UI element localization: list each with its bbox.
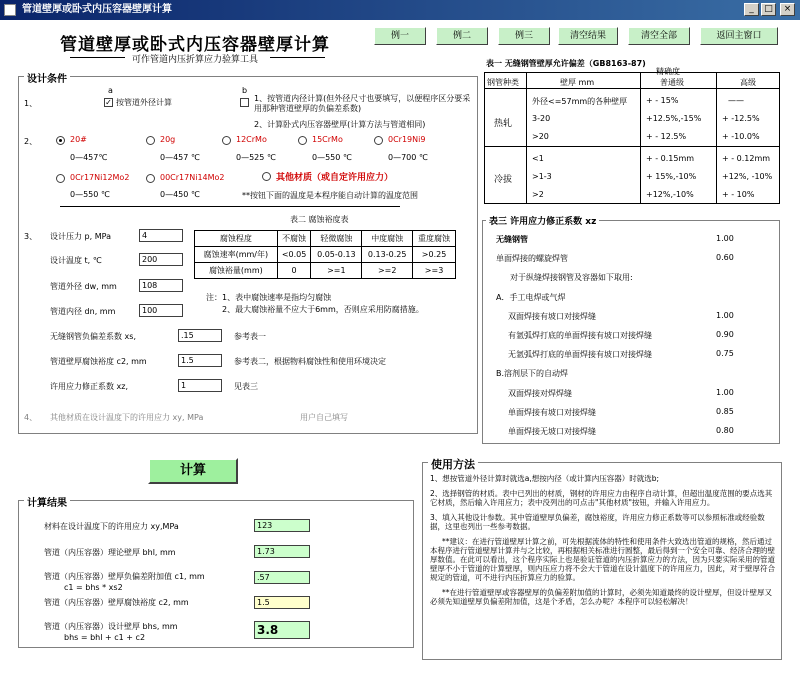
table-cell: 中度腐蚀	[362, 231, 413, 247]
table-cell: 0.13-0.25	[362, 247, 413, 263]
table-cell: + - 12.5%	[646, 132, 687, 141]
other-stress-note: 用户自己填写	[300, 413, 348, 422]
table1-header-high: 高级	[740, 78, 756, 87]
design-thickness-output: 3.8	[254, 621, 310, 639]
usage-note: **在进行管道壁厚或容器壁厚的负偏差附加值的计算时，必须先知道最终的设计壁厚，但设计壁厚又必须先知道壁厚负偏差附加值，这是个矛盾，怎么办呢？本程序可以轻松解决！	[430, 588, 772, 606]
table3-text: 无氩弧焊打底的单面焊接有坡口对接焊缝	[508, 350, 652, 359]
table2-note1: 注：1、表中腐蚀速率是指均匀腐蚀	[206, 293, 332, 302]
material-label-0cr19ni9: 0Cr19Ni9	[388, 135, 426, 144]
table3-value: 1.00	[716, 311, 734, 320]
material-label-other: 其他材质（或自定许用应力）	[276, 173, 394, 183]
material-range-12crmo: 0—525 ℃	[236, 153, 276, 162]
table3-value: 0.60	[716, 253, 734, 262]
table3-value: 0.80	[716, 426, 734, 435]
design-thickness-label: 管道（内压容器）设计壁厚 bhs, mm	[44, 622, 178, 631]
neg-deviation-note: 参考表一	[234, 332, 266, 341]
material-range-00cr17ni14mo2: 0—450 ℃	[160, 190, 200, 199]
example3-button[interactable]: 例三	[498, 27, 550, 45]
clear-all-button[interactable]: 清空全部	[628, 27, 690, 45]
clear-result-button[interactable]: 清空结果	[558, 27, 618, 45]
usage-text	[430, 474, 776, 606]
option-a-label: a	[108, 86, 113, 95]
table-cell: 0.05-0.13	[311, 247, 362, 263]
material-range-0cr17ni12mo2: 0—550 ℃	[70, 190, 110, 199]
usage-label: 使用方法	[428, 456, 478, 472]
table3-value: 0.75	[716, 349, 734, 358]
page-subtitle: 可作管道内压折算应力验算工具	[131, 55, 258, 65]
stress-factor-label: 许用应力修正系数 xz,	[50, 382, 129, 391]
inner-diameter-field-label: 管道内径 dn, mm	[50, 307, 116, 316]
section1-label: 1、	[24, 99, 38, 108]
table1-header-type: 钢管种类	[487, 78, 519, 87]
section3-label: 3、	[24, 232, 38, 241]
table3-text: 双面焊接对焊焊缝	[508, 389, 572, 398]
material-radio-00cr17ni14mo2[interactable]	[146, 174, 155, 183]
material-radio-0cr19ni9[interactable]	[374, 136, 383, 145]
table3-title: 表三 许用应力修正系数 xz	[486, 214, 599, 227]
material-radio-other[interactable]	[262, 172, 271, 181]
table-cell: >2	[532, 190, 544, 199]
outer-diameter-checkbox[interactable]: ✓	[105, 98, 112, 107]
material-radio-20[interactable]	[56, 136, 65, 145]
table-cell: 腐蚀裕量(mm)	[195, 263, 278, 279]
material-range-note: **按钮下面的温度是本程序能自动计算的温度范围	[242, 191, 418, 200]
usage-step-1: 1、想按管道外径计算时就选a,想按内径（或计算内压容器）时就选b;	[430, 474, 660, 483]
table-cell: 0	[277, 263, 311, 279]
table-cell: >=3	[413, 263, 456, 279]
table-cell: +12%,-10%	[646, 190, 694, 199]
table-row	[195, 231, 456, 247]
table3-text: 有氩弧焊打底的单面焊接有坡口对接焊缝	[508, 331, 652, 340]
table-cell: 不腐蚀	[277, 231, 311, 247]
pressure-input[interactable]: 4	[139, 229, 183, 242]
neg-allowance-label: 管道（内压容器）壁厚负偏差附加值 c1, mm	[44, 572, 205, 581]
table-line	[640, 72, 641, 204]
table-cell: + -10.0%	[722, 132, 760, 141]
table3-text: B.溶剂层下的自动焊	[496, 369, 569, 378]
minimize-button[interactable]: _	[744, 3, 759, 16]
table-cell: + - 0.15mm	[646, 154, 695, 163]
usage-step-2: 2、选择钢管的材质。表中已列出的材质，钢材的许用应力由程序自动计算，但超出温度范围的要点选其它材质，然后输入许用应力；表中没列出的可点击"其他材质"按钮，并输入许用应力。	[430, 489, 773, 507]
table2-note2: 2、最大腐蚀裕量不应大于6mm，否则应采用防腐措施。	[222, 305, 424, 314]
table-cell: 3-20	[532, 114, 551, 123]
neg-deviation-input[interactable]: .15	[178, 329, 222, 342]
table1-hot-label: 热轧	[494, 119, 513, 129]
material-label-12crmo: 12CrMo	[236, 135, 267, 144]
table1-header-normal: 普通级	[660, 78, 684, 87]
page-title: 管道壁厚或卧式内压容器壁厚计算	[60, 35, 330, 55]
material-radio-15crmo[interactable]	[298, 136, 307, 145]
neg-deviation-label: 无缝钢管负偏差系数 xs,	[50, 332, 136, 341]
corrosion-table	[194, 230, 456, 279]
material-label-0cr17ni12mo2: 0Cr17Ni12Mo2	[70, 173, 130, 182]
corrosion-allowance-input[interactable]: 1.5	[178, 354, 222, 367]
table-cell: >0.25	[413, 247, 456, 263]
material-range-20: 0—457℃	[70, 153, 108, 162]
material-radio-0cr17ni12mo2[interactable]	[56, 174, 65, 183]
window-title-bar[interactable]	[0, 0, 800, 20]
table-cell: ——	[728, 96, 744, 105]
table3-text: 单面焊接有坡口对接焊缝	[508, 408, 596, 417]
neg-allowance-formula: c1 = bhs * xs2	[64, 583, 123, 592]
table-cell: +12%, -10%	[722, 172, 773, 181]
pressure-label: 设计压力 p, MPa	[50, 232, 111, 241]
table3-value: 1.00	[716, 234, 734, 243]
table-row	[195, 247, 456, 263]
corrosion-allowance-label: 管道壁厚腐蚀裕度 c2, mm	[50, 357, 147, 366]
example2-button[interactable]: 例二	[436, 27, 488, 45]
table3-text: 双面焊接有坡口对接焊缝	[508, 312, 596, 321]
table3-text: 单面焊接无坡口对接焊缝	[508, 427, 596, 436]
table1-title: 表一 无缝钢管壁厚允许偏差（GB8163-87)	[486, 59, 646, 68]
table-cell: 腐蚀程度	[195, 231, 278, 247]
table3-text: A．手工电焊或气焊	[496, 293, 566, 302]
theory-thickness-label: 管道（内压容器）理论壁厚 bhl, mm	[44, 548, 176, 557]
table-row	[195, 263, 456, 279]
table3-value: 0.90	[716, 330, 734, 339]
material-radio-20g[interactable]	[146, 136, 155, 145]
table3-value: 0.85	[716, 407, 734, 416]
table-line	[484, 146, 780, 147]
table-cell: + - 10%	[722, 190, 755, 199]
corrosion-result-output: 1.5	[254, 596, 310, 609]
table-cell: <1	[532, 154, 544, 163]
table-cell: + -12.5%	[722, 114, 760, 123]
calculate-button[interactable]: 计算	[148, 458, 238, 484]
usage-step-3: 3、填入其他设计参数。其中管道壁厚负偏差，腐蚀裕度，许用应力修正系数等可以参照标准或经验数据，这里也列出一些参考数据。	[430, 513, 765, 531]
stress-factor-input[interactable]: 1	[178, 379, 222, 392]
results-label: 计算结果	[24, 494, 70, 509]
corrosion-allowance-note: 参考表二，根据物料腐蚀性和使用环境决定	[234, 357, 386, 366]
material-radio-12crmo[interactable]	[222, 136, 231, 145]
outer-diameter-field-label: 管道外径 dw, mm	[50, 282, 117, 291]
table-cell: >1-3	[532, 172, 552, 181]
table-cell: 重度腐蚀	[413, 231, 456, 247]
design-thickness-formula: bhs = bhl + c1 + c2	[64, 633, 146, 642]
section-divider	[60, 206, 400, 207]
design-conditions-label: 设计条件	[24, 70, 70, 85]
table-cell: 外径<=57mm的各种壁厚	[532, 97, 628, 106]
table-cell: >=1	[311, 263, 362, 279]
table3-text: 对于纵缝焊接钢管及容器如下取用:	[510, 273, 633, 282]
table-cell: + 15%,-10%	[646, 172, 697, 181]
back-main-button[interactable]: 返回主窗口	[700, 27, 778, 45]
table3-value: 1.00	[716, 388, 734, 397]
section2-label: 2、	[24, 137, 38, 146]
corrosion-result-label: 管道（内压容器）壁厚腐蚀裕度 c2, mm	[44, 598, 189, 607]
neg-allowance-output: .57	[254, 571, 310, 584]
temperature-label: 设计温度 t, ℃	[50, 256, 102, 265]
table-cell: 腐蚀速率(mm/年)	[195, 247, 278, 263]
material-range-15crmo: 0—550 ℃	[312, 153, 352, 162]
inner-diameter-note: 1、按管道内径计算(但外径尺寸也要填写，以便程序区分要采用那种管道壁厚的负偏差系数)	[254, 94, 471, 113]
maximize-button[interactable]: □	[761, 3, 776, 16]
allowable-stress-label: 材料在设计温度下的许用应力 xy,MPa	[44, 522, 179, 531]
window-title: 管道壁厚或卧式内压容器壁厚计算	[22, 4, 172, 15]
usage-advice: **建议：在进行管道壁厚计算之前，可先根据流体的特性和使用条件大致选出管道的规格，然后通过本程序进行管道壁厚计算并与之比较，再根据相关标准进行圆整，最后得到一个安全可靠、经济合理的壁厚数值。在此可以看出，这个程序实际上也是验证管道的内压折算应力的方法，因为只要实际采用的管道壁厚不小于管道的计算壁厚，则内压应力将不会大于管道在设计温度下的许用应力，因此，对于壁厚符合规定的管道，可不进行内压折算应力的验算。	[430, 537, 775, 582]
app-icon	[4, 4, 16, 16]
material-label-15crmo: 15CrMo	[312, 135, 343, 144]
table1-cold-label: 冷拔	[494, 175, 513, 185]
material-label-20g: 20g	[160, 135, 176, 144]
material-label-20: 20#	[70, 135, 87, 144]
allowable-stress-output: 123	[254, 519, 310, 532]
temperature-input[interactable]: 200	[139, 253, 183, 266]
close-button[interactable]: ×	[780, 3, 795, 16]
inner-diameter-checkbox[interactable]	[240, 98, 249, 107]
stress-factor-note: 见表三	[234, 382, 258, 391]
inner-diameter-input[interactable]: 100	[139, 304, 183, 317]
table-cell: +12.5%,-15%	[646, 114, 702, 123]
section4-label: 4、	[24, 413, 38, 422]
example1-button[interactable]: 例一	[374, 27, 426, 45]
material-range-20g: 0—457 ℃	[160, 153, 200, 162]
table3-text: 单面焊接的螺旋焊管	[496, 254, 568, 263]
other-stress-label: 其他材质在设计温度下的许用应力 xy, MPa	[50, 413, 204, 422]
table-cell: + - 0.12mm	[722, 154, 771, 163]
table1-header-thickness: 壁厚 mm	[560, 78, 595, 87]
material-label-00cr17ni14mo2: 00Cr17Ni14Mo2	[160, 173, 225, 182]
table-cell: <0.05	[277, 247, 311, 263]
table3-text: 无缝钢管	[496, 235, 528, 244]
theory-thickness-output: 1.73	[254, 545, 310, 558]
table-cell: 轻微腐蚀	[311, 231, 362, 247]
table-cell: >=2	[362, 263, 413, 279]
table-line	[716, 72, 717, 204]
outer-diameter-label: 按管道外径计算	[116, 98, 172, 107]
table-line	[526, 72, 527, 204]
table1-accuracy-label: 精确度	[656, 67, 680, 76]
material-range-0cr19ni9: 0—700 ℃	[388, 153, 428, 162]
table-line	[484, 88, 780, 89]
table-cell: >20	[532, 132, 549, 141]
outer-diameter-input[interactable]: 108	[139, 279, 183, 292]
vessel-note: 2、计算卧式内压容器壁厚(计算方法与管道相同)	[254, 120, 426, 129]
option-b-label: b	[242, 86, 248, 95]
table2-title: 表二 腐蚀裕度表	[290, 215, 349, 224]
table-cell: + - 15%	[646, 96, 679, 105]
